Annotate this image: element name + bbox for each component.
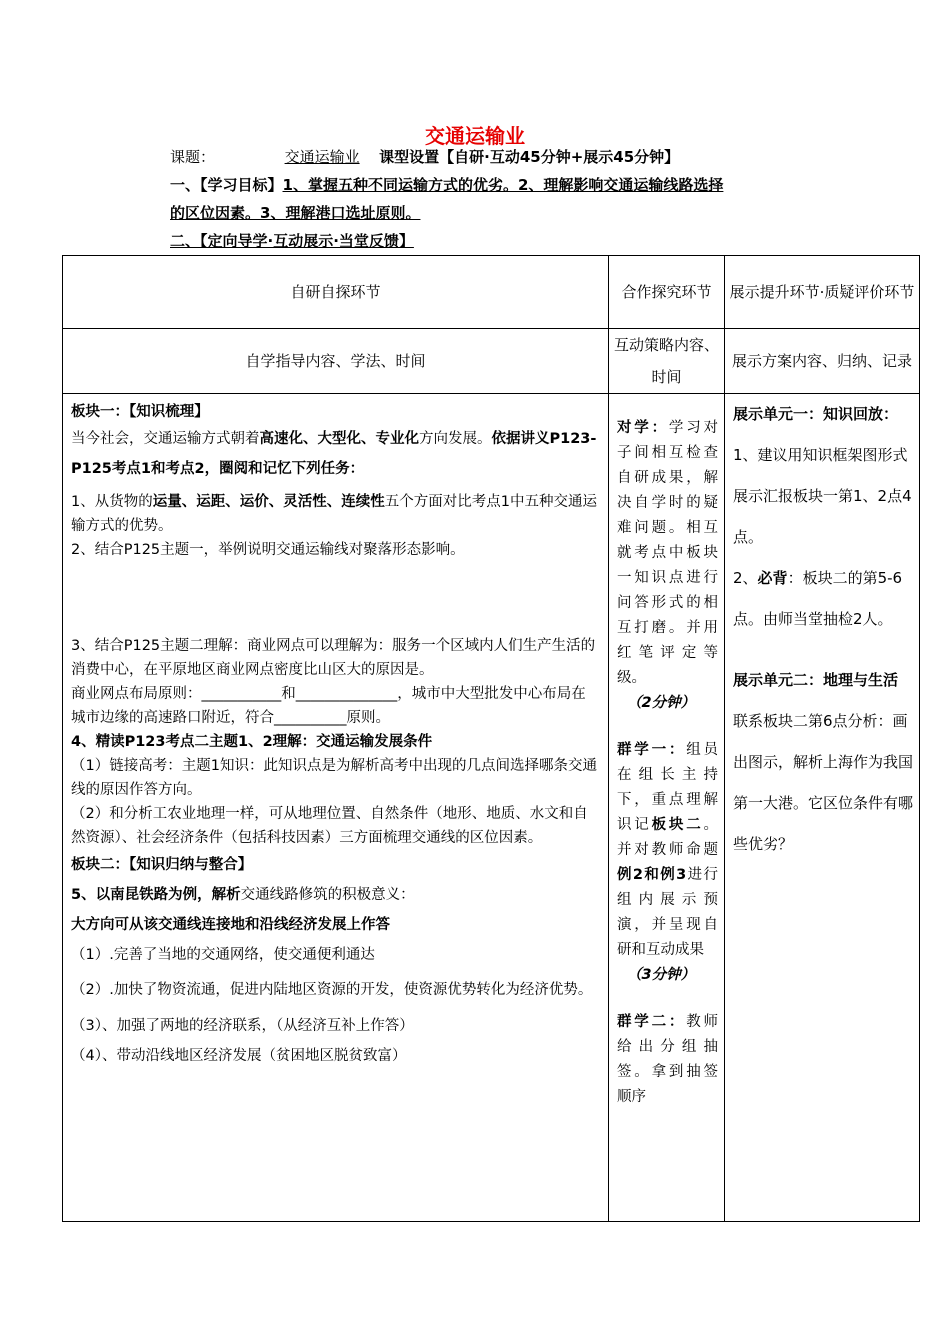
- point-3: （3）、加强了两地的经济联系，（从经济互补上作答）: [71, 1018, 414, 1034]
- col1-header: 自研自探环节: [63, 256, 609, 329]
- time-1: （2分钟）: [627, 695, 696, 711]
- cooperative-cell: [609, 394, 725, 1222]
- section1-label: 一、【学习目标】: [170, 176, 283, 194]
- display-cell: [725, 394, 920, 1222]
- intro: 当今社会，交通运输方式朝着高速化、大型化、专业化方向发展。依据讲义P123-P125考点1和考点2，圈阅和记忆下列任务：: [71, 431, 597, 477]
- unit1-title: 展示单元一：知识回放：: [733, 405, 899, 423]
- item-1: 1、从货物的运量、运距、运价、灵活性、连续性五个方面对比考点1中五种交通运输方式的优势。: [71, 494, 597, 534]
- item-4-2: （2）和分析工农业地理一样，可从地理位置、自然条件（地形、地质、水文和自然资源）、社会经济条件（包括科技因素）三方面梳理交通线的区位因素。: [71, 806, 588, 846]
- item-2: 2、结合P125主题一，举例说明交通运输线对聚落形态影响。: [71, 542, 465, 558]
- item-3: 3、结合P125主题二理解：商业网点可以理解为：服务一个区域内人们生产生活的消费中心，在平原地区商业网点密度比山区大的原因是。: [71, 638, 596, 678]
- objectives-line: [170, 174, 723, 195]
- dui-xue: 对学：学习对子间相互检查自研成果，解决自学时的疑难问题。相互就考点中板块一知识点进行问答形式的相互打磨。并用红笔评定等级。: [617, 420, 719, 686]
- objectives-line-2: [170, 202, 420, 223]
- block2-title: 板块二：【知识归纳与整合】: [71, 857, 253, 873]
- topic-value: 交通运输业: [284, 148, 360, 166]
- item-5-direction: 大方向可从该交通线连接地和沿线经济发展上作答: [71, 917, 390, 933]
- item-5: 5、以南昆铁路为例，解析交通线路修筑的积极意义：: [71, 887, 415, 903]
- section2-heading: 二、【定向导学·互动展示·当堂反馈】: [170, 232, 414, 250]
- point-1: （1）.完善了当地的交通网络，使交通便利通达: [71, 947, 375, 963]
- col1-subheader: 自学指导内容、学法、时间: [63, 329, 609, 394]
- item-4-1: （1）链接高考：主题1知识：此知识点是为解析高考中出现的几点间选择哪条交通线的原因作答方向。: [71, 758, 597, 798]
- unit1-item2: 2、必背：板块二的第5-6点。由师当堂抽检2人。: [733, 569, 903, 628]
- qun-xue-1: 群学一：组员在组长主持下，重点理解识记板块二。并对教师命题例2和例3进行组内展示预演，并呈现自研和互动成果: [617, 742, 719, 958]
- page-title: 交通运输业: [425, 124, 525, 148]
- section1-text-b: 的区位因素。3、理解港口选址原则。: [170, 204, 421, 222]
- unit1-text: 1、建议用知识框架图形式展示汇报板块一第1、2点4点。: [733, 446, 912, 546]
- unit2-text: 联系板块二第6点分析：画出图示，解析上海作为我国第一大港。它区位条件有哪些优劣？: [733, 712, 914, 853]
- col2-header: 合作探究环节: [609, 256, 725, 329]
- topic-line: [170, 146, 679, 167]
- time-2: （3分钟）: [627, 967, 696, 983]
- item-4: 4、精读P123考点二主题1、2理解：交通运输发展条件: [71, 734, 433, 750]
- section1-text-a: 1、掌握五种不同运输方式的优劣。2、理解影响交通运输线路选择: [282, 176, 724, 194]
- course-setting: 课型设置【自研·互动45分钟+展示45分钟】: [379, 148, 680, 166]
- item-3b: 商业网点布局原则：___________和______________，城市中大型批发中心布局在城市边缘的高速路口附近，符合__________原则。: [71, 686, 586, 726]
- answer-space: [71, 562, 600, 634]
- topic-label: 课题：: [170, 148, 216, 166]
- qun-xue-2: 群学二：教师给出分组抽签。拿到抽签顺序: [617, 1014, 719, 1105]
- block1-title: 板块一：【知识梳理】: [71, 404, 209, 420]
- self-study-cell: [63, 394, 609, 1222]
- point-4: （4）、带动沿线地区经济发展（贫困地区脱贫致富）: [71, 1048, 407, 1064]
- point-2: （2）.加快了物资流通，促进内陆地区资源的开发，使资源优势转化为经济优势。: [71, 982, 593, 998]
- unit2-title: 展示单元二：地理与生活: [733, 671, 899, 689]
- col2-subheader: 互动策略内容、时间: [609, 329, 725, 394]
- col3-header: 展示提升环节·质疑评价环节: [725, 256, 920, 329]
- col3-subheader: 展示方案内容、归纳、记录: [725, 329, 920, 394]
- lesson-table: [62, 255, 920, 1222]
